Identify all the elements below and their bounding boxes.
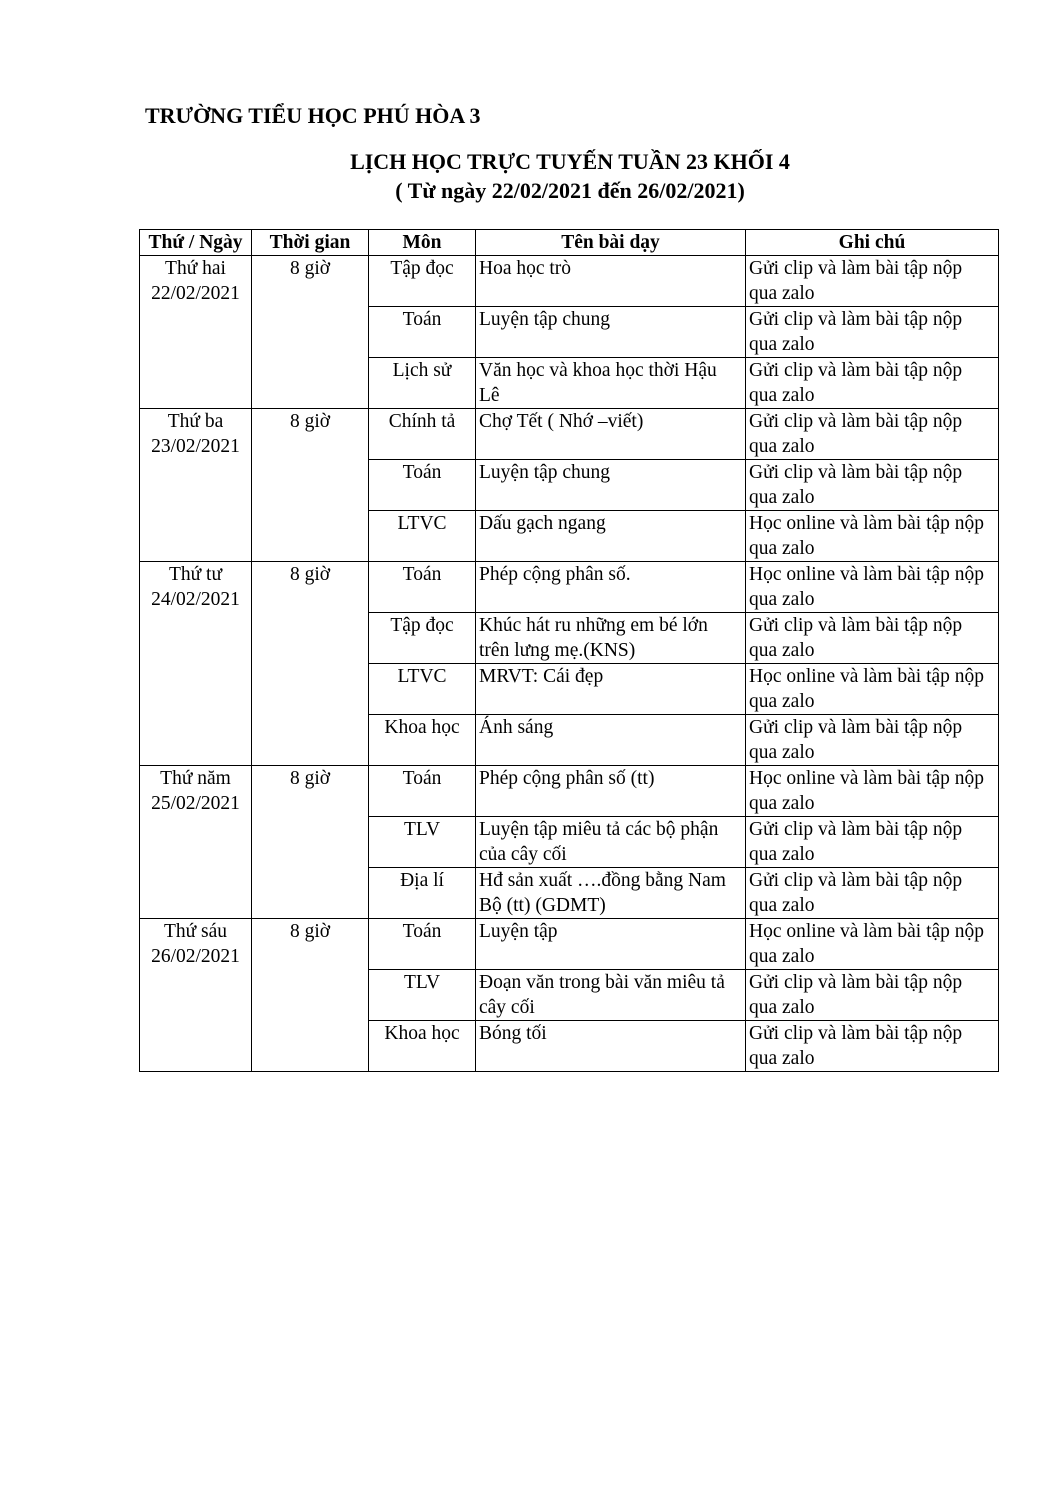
day-cell	[140, 562, 252, 766]
schedule-body	[140, 256, 999, 1072]
day-date: 25/02/2021	[151, 793, 240, 814]
day-cell	[140, 766, 252, 919]
note-cell: Gửi clip và làm bài tập nộp qua zalo	[746, 460, 999, 511]
lesson-cell: Luyện tập miêu tả các bộ phận của cây cối	[476, 817, 746, 868]
schedule-date-range: ( Từ ngày 22/02/2021 đến 26/02/2021)	[395, 178, 745, 203]
subject-cell: Chính tả	[369, 409, 476, 460]
subject-cell: Địa lí	[369, 868, 476, 919]
lesson-cell: Luyện tập chung	[476, 307, 746, 358]
lesson-cell: Phép cộng phân số.	[476, 562, 746, 613]
note-cell: Gửi clip và làm bài tập nộp qua zalo	[746, 613, 999, 664]
lesson-cell: Luyện tập	[476, 919, 746, 970]
subject-cell: Tập đọc	[369, 613, 476, 664]
header-day: Thứ / Ngày	[140, 230, 252, 256]
subject-cell: Lịch sử	[369, 358, 476, 409]
lesson-cell: Khúc hát ru những em bé lớn trên lưng mẹ.(KNS)	[476, 613, 746, 664]
table-row	[140, 256, 999, 307]
schedule-title: LỊCH HỌC TRỰC TUYẾN TUẦN 23 KHỐI 4	[350, 149, 790, 174]
table-row	[140, 409, 999, 460]
lesson-cell: Chợ Tết ( Nhớ –viết)	[476, 409, 746, 460]
subject-cell: LTVC	[369, 664, 476, 715]
day-name: Thứ ba	[167, 411, 224, 432]
header-subject: Môn	[369, 230, 476, 256]
day-cell	[140, 409, 252, 562]
note-cell: Gửi clip và làm bài tập nộp qua zalo	[746, 1021, 999, 1072]
school-name: TRƯỜNG TIỂU HỌC PHÚ HÒA 3	[145, 103, 481, 128]
note-cell: Học online và làm bài tập nộp qua zalo	[746, 664, 999, 715]
day-name: Thứ tư	[168, 564, 223, 585]
header-time: Thời gian	[252, 230, 369, 256]
subject-cell: LTVC	[369, 511, 476, 562]
lesson-cell: Hđ sản xuất ….đồng bằng Nam Bộ (tt) (GDMT)	[476, 868, 746, 919]
day-name: Thứ năm	[160, 768, 231, 789]
lesson-cell: Ánh sáng	[476, 715, 746, 766]
time-cell: 8 giờ	[252, 919, 369, 1072]
subject-cell: TLV	[369, 970, 476, 1021]
table-row	[140, 919, 999, 970]
note-cell: Gửi clip và làm bài tập nộp qua zalo	[746, 715, 999, 766]
day-date: 22/02/2021	[151, 283, 240, 304]
table-row	[140, 766, 999, 817]
note-cell: Gửi clip và làm bài tập nộp qua zalo	[746, 307, 999, 358]
note-cell: Gửi clip và làm bài tập nộp qua zalo	[746, 256, 999, 307]
note-cell: Gửi clip và làm bài tập nộp qua zalo	[746, 970, 999, 1021]
day-name: Thứ sáu	[163, 921, 228, 942]
note-cell: Học online và làm bài tập nộp qua zalo	[746, 511, 999, 562]
subject-cell: Toán	[369, 307, 476, 358]
lesson-cell: Đoạn văn trong bài văn miêu tả cây cối	[476, 970, 746, 1021]
lesson-cell: Văn học và khoa học thời Hậu Lê	[476, 358, 746, 409]
lesson-cell: MRVT: Cái đẹp	[476, 664, 746, 715]
header-lesson: Tên bài dạy	[476, 230, 746, 256]
time-cell: 8 giờ	[252, 256, 369, 409]
day-cell	[140, 919, 252, 1072]
subject-cell: TLV	[369, 817, 476, 868]
note-cell: Học online và làm bài tập nộp qua zalo	[746, 766, 999, 817]
time-cell: 8 giờ	[252, 409, 369, 562]
lesson-cell: Phép cộng phân số (tt)	[476, 766, 746, 817]
schedule-table	[139, 229, 999, 1072]
table-row	[140, 562, 999, 613]
subject-cell: Toán	[369, 919, 476, 970]
subject-cell: Toán	[369, 562, 476, 613]
note-cell: Học online và làm bài tập nộp qua zalo	[746, 919, 999, 970]
day-date: 26/02/2021	[151, 946, 240, 967]
note-cell: Gửi clip và làm bài tập nộp qua zalo	[746, 409, 999, 460]
note-cell: Gửi clip và làm bài tập nộp qua zalo	[746, 358, 999, 409]
note-cell: Học online và làm bài tập nộp qua zalo	[746, 562, 999, 613]
lesson-cell: Bóng tối	[476, 1021, 746, 1072]
subject-cell: Khoa học	[369, 715, 476, 766]
subject-cell: Tập đọc	[369, 256, 476, 307]
lesson-cell: Dấu gạch ngang	[476, 511, 746, 562]
day-date: 23/02/2021	[151, 436, 240, 457]
lesson-cell: Hoa học trò	[476, 256, 746, 307]
day-name: Thứ hai	[165, 258, 226, 279]
time-cell: 8 giờ	[252, 766, 369, 919]
note-cell: Gửi clip và làm bài tập nộp qua zalo	[746, 868, 999, 919]
subject-cell: Khoa học	[369, 1021, 476, 1072]
day-cell	[140, 256, 252, 409]
header-note: Ghi chú	[746, 230, 999, 256]
lesson-cell: Luyện tập chung	[476, 460, 746, 511]
day-date: 24/02/2021	[151, 589, 240, 610]
subject-cell: Toán	[369, 460, 476, 511]
table-header-row	[140, 230, 999, 256]
time-cell: 8 giờ	[252, 562, 369, 766]
note-cell: Gửi clip và làm bài tập nộp qua zalo	[746, 817, 999, 868]
subject-cell: Toán	[369, 766, 476, 817]
